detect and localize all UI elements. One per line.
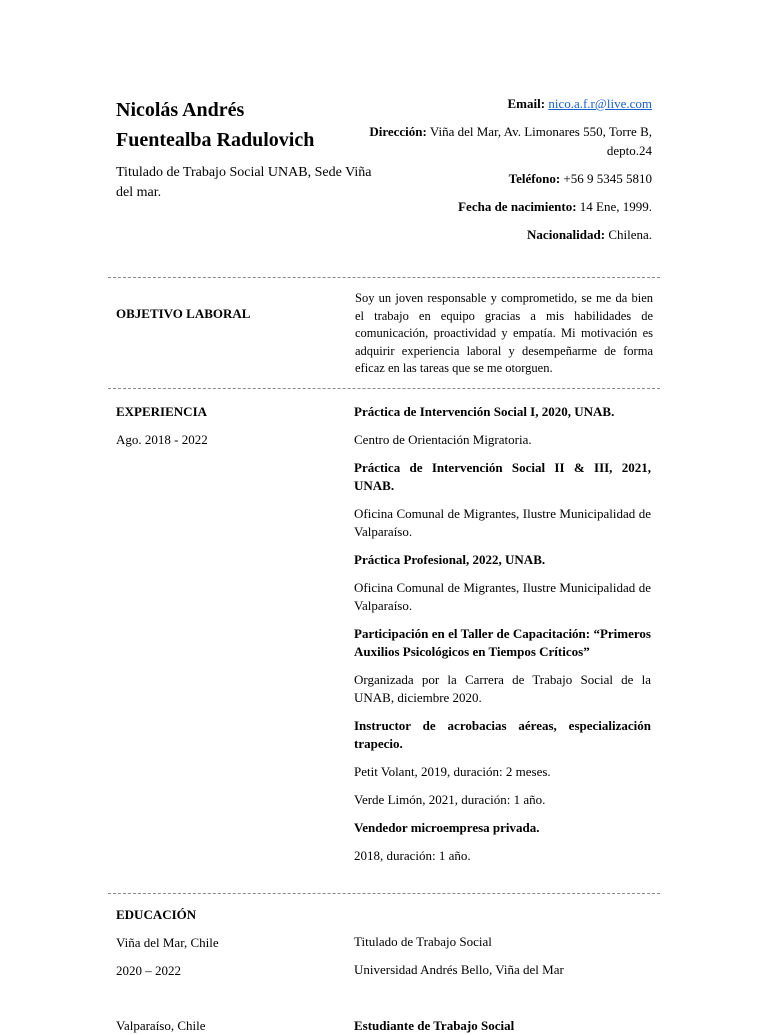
birthdate-value: 14 Ene, 1999. bbox=[579, 199, 652, 214]
experience-item-detail: Petit Volant, 2019, duración: 2 meses. bbox=[354, 764, 551, 779]
experience-item-title: Práctica de Intervención Social I, 2020, UNAB. bbox=[354, 404, 615, 419]
education-degree: Titulado de Trabajo Social bbox=[354, 934, 492, 949]
education-location-next: Valparaíso, Chile bbox=[116, 1018, 206, 1033]
phone-label: Teléfono: bbox=[508, 171, 561, 186]
contact-address bbox=[362, 122, 652, 160]
section-divider bbox=[108, 388, 660, 389]
email-link[interactable]: nico.a.f.r@live.com bbox=[548, 96, 652, 111]
education-location: Viña del Mar, Chile bbox=[116, 935, 219, 950]
objective-heading: OBJETIVO LABORAL bbox=[116, 306, 251, 321]
objective-text: Soy un joven responsable y comprometido, se me da bien el trabajo en equipo gracias a mis habilidades de comunicación, proactividad y empatía. Mi motivación es adquirir experiencia laboral y desempeñarme de forma eficaz en las tareas que se me otorguen. bbox=[355, 291, 653, 375]
experience-item-title: Instructor de acrobacias aéreas, especialización trapecio. bbox=[354, 718, 651, 751]
education-heading: EDUCACIÓN bbox=[116, 907, 197, 922]
address-value: Viña del Mar, Av. Limonares 550, Torre B, depto.24 bbox=[429, 124, 652, 158]
contact-birthdate bbox=[362, 197, 652, 216]
contact-email bbox=[362, 94, 652, 113]
name-line-2: Fuentealba Radulovich bbox=[116, 129, 315, 151]
birthdate-label: Fecha de nacimiento: bbox=[458, 199, 577, 214]
experience-item-detail: 2018, duración: 1 año. bbox=[354, 848, 471, 863]
address-label: Dirección: bbox=[369, 124, 427, 139]
section-divider bbox=[108, 893, 660, 894]
experience-item-detail: Oficina Comunal de Migrantes, Ilustre Municipalidad de Valparaíso. bbox=[354, 580, 651, 613]
name-line-1: Nicolás Andrés bbox=[116, 99, 245, 121]
experience-item-title: Participación en el Taller de Capacitación: “Primeros Auxilios Psicológicos en Tiempos Críticos” bbox=[354, 626, 651, 659]
experience-item-detail: Oficina Comunal de Migrantes, Ilustre Municipalidad de Valparaíso. bbox=[354, 506, 651, 539]
education-degree-next: Estudiante de Trabajo Social bbox=[354, 1018, 515, 1033]
nationality-value: Chilena. bbox=[608, 227, 652, 242]
contact-nationality bbox=[362, 225, 652, 244]
experience-item-detail: Organizada por la Carrera de Trabajo Social de la UNAB, diciembre 2020. bbox=[354, 672, 651, 705]
section-divider bbox=[108, 277, 660, 278]
experience-item-title: Vendedor microempresa privada. bbox=[354, 820, 540, 835]
education-dates: 2020 – 2022 bbox=[116, 963, 181, 978]
education-institution: Universidad Andrés Bello, Viña del Mar bbox=[354, 962, 564, 977]
experience-item-detail: Centro de Orientación Migratoria. bbox=[354, 432, 532, 447]
nationality-label: Nacionalidad: bbox=[527, 227, 606, 242]
experience-heading: EXPERIENCIA bbox=[116, 404, 208, 419]
experience-item-detail: Verde Limón, 2021, duración: 1 año. bbox=[354, 792, 546, 807]
experience-dates: Ago. 2018 - 2022 bbox=[116, 432, 208, 447]
contact-phone bbox=[362, 169, 652, 188]
candidate-subtitle: Titulado de Trabajo Social UNAB, Sede Viña del mar. bbox=[116, 165, 372, 200]
experience-list bbox=[354, 403, 651, 865]
email-label: Email: bbox=[507, 96, 546, 111]
experience-item-title: Práctica de Intervención Social II & III, 2021, UNAB. bbox=[354, 460, 651, 493]
phone-value: +56 9 5345 5810 bbox=[563, 171, 652, 186]
experience-item-title: Práctica Profesional, 2022, UNAB. bbox=[354, 552, 546, 567]
